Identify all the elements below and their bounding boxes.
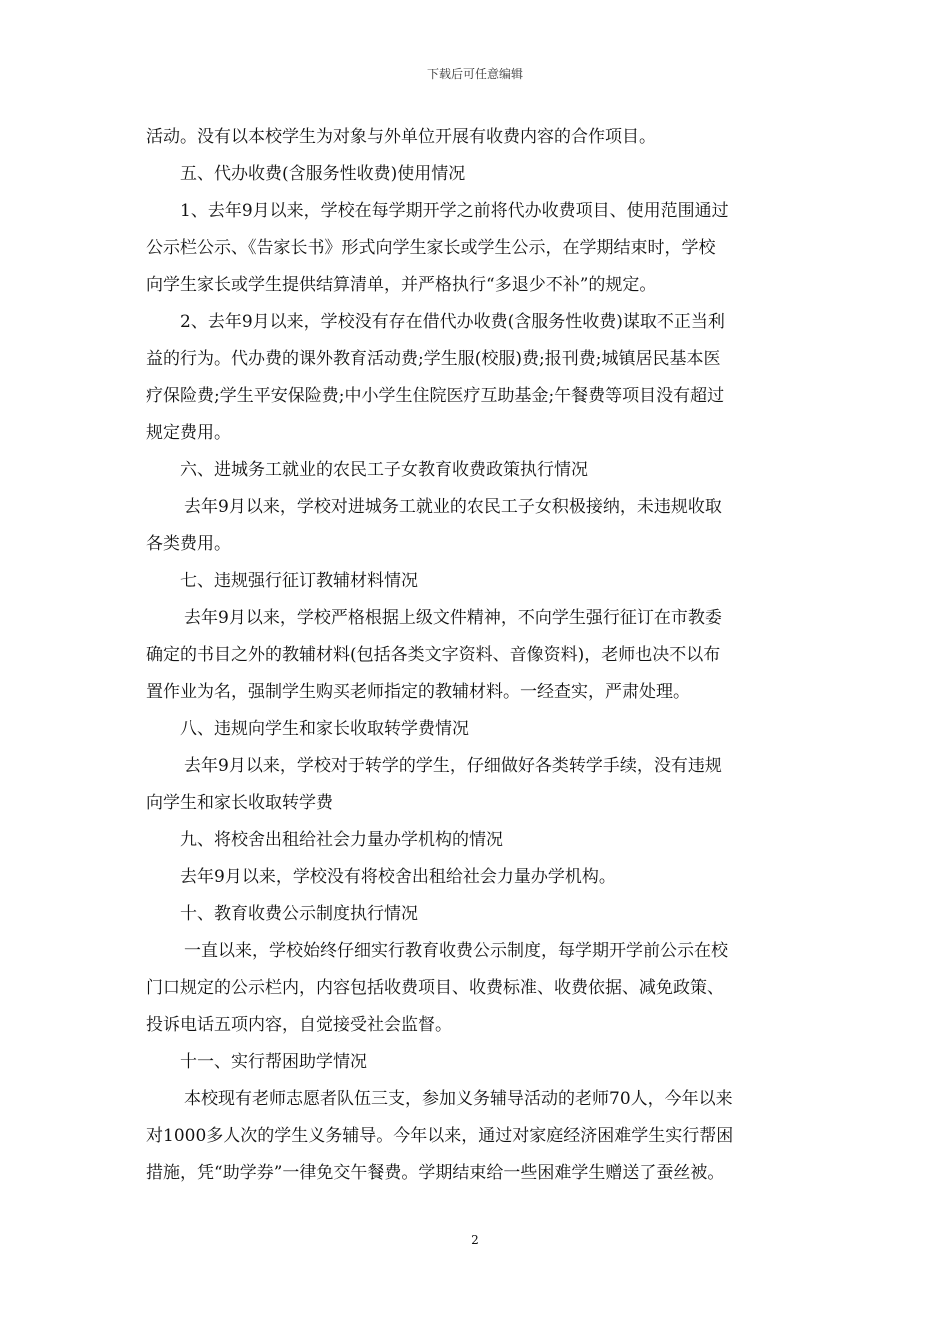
text-line: 去年9月以来，学校严格根据上级文件精神，不向学生强行征订在市教委 bbox=[184, 608, 722, 628]
text-line: 去年9月以来，学校对于转学的学生，仔细做好各类转学手续，没有违规 bbox=[184, 756, 722, 776]
text-line: 措施，凭“助学券”一律免交午餐费。学期结束给一些困难学生赠送了蚕丝被。 bbox=[146, 1163, 725, 1183]
text-line: 1、去年9月以来，学校在每学期开学之前将代办收费项目、使用范围通过 bbox=[180, 201, 729, 221]
text-line: 向学生家长或学生提供结算清单，并严格执行“多退少不补”的规定。 bbox=[146, 275, 657, 295]
text-line: 公示栏公示、《告家长书》形式向学生家长或学生公示，在学期结束时，学校 bbox=[146, 238, 716, 258]
text-line: 投诉电话五项内容，自觉接受社会监督。 bbox=[146, 1015, 452, 1035]
page-header-note: 下载后可任意编辑 bbox=[426, 67, 523, 81]
section-heading: 十、教育收费公示制度执行情况 bbox=[180, 904, 418, 924]
text-line: 对1000多人次的学生义务辅导。今年以来，通过对家庭经济困难学生实行帮困 bbox=[146, 1126, 734, 1146]
section-heading: 十一、实行帮困助学情况 bbox=[180, 1052, 367, 1072]
page-number: 2 bbox=[471, 1233, 479, 1247]
text-line: 各类费用。 bbox=[146, 534, 231, 554]
text-line: 门口规定的公示栏内，内容包括收费项目、收费标准、收费依据、减免政策、 bbox=[146, 978, 724, 998]
text-line: 向学生和家长收取转学费 bbox=[146, 793, 333, 813]
section-heading: 八、违规向学生和家长收取转学费情况 bbox=[180, 719, 469, 739]
section-heading: 七、违规强行征订教辅材料情况 bbox=[180, 571, 418, 591]
text-line: 置作业为名，强制学生购买老师指定的教辅材料。一经查实，严肃处理。 bbox=[146, 682, 690, 702]
text-line: 本校现有老师志愿者队伍三支，参加义务辅导活动的老师70人，今年以来 bbox=[184, 1089, 733, 1109]
text-line: 规定费用。 bbox=[146, 423, 231, 443]
text-line: 确定的书目之外的教辅材料(包括各类文字资料、音像资料)，老师也决不以布 bbox=[146, 645, 721, 665]
text-line: 益的行为。代办费的课外教育活动费;学生服(校服)费;报刊费;城镇居民基本医 bbox=[146, 349, 721, 369]
text-line: 活动。没有以本校学生为对象与外单位开展有收费内容的合作项目。 bbox=[146, 127, 656, 147]
text-line: 一直以来，学校始终仔细实行教育收费公示制度，每学期开学前公示在校 bbox=[184, 941, 728, 961]
text-line: 去年9月以来，学校对进城务工就业的农民工子女积极接纳，未违规收取 bbox=[184, 497, 722, 517]
section-heading: 五、代办收费(含服务性收费)使用情况 bbox=[180, 164, 466, 184]
document-body bbox=[146, 119, 814, 1192]
text-line: 去年9月以来，学校没有将校舍出租给社会力量办学机构。 bbox=[180, 867, 616, 887]
section-heading: 九、将校舍出租给社会力量办学机构的情况 bbox=[180, 830, 503, 850]
text-line: 2、去年9月以来，学校没有存在借代办收费(含服务性收费)谋取不正当利 bbox=[180, 312, 725, 332]
section-heading: 六、进城务工就业的农民工子女教育收费政策执行情况 bbox=[180, 460, 588, 480]
text-line: 疗保险费;学生平安保险费;中小学生住院医疗互助基金;午餐费等项目没有超过 bbox=[146, 386, 725, 406]
